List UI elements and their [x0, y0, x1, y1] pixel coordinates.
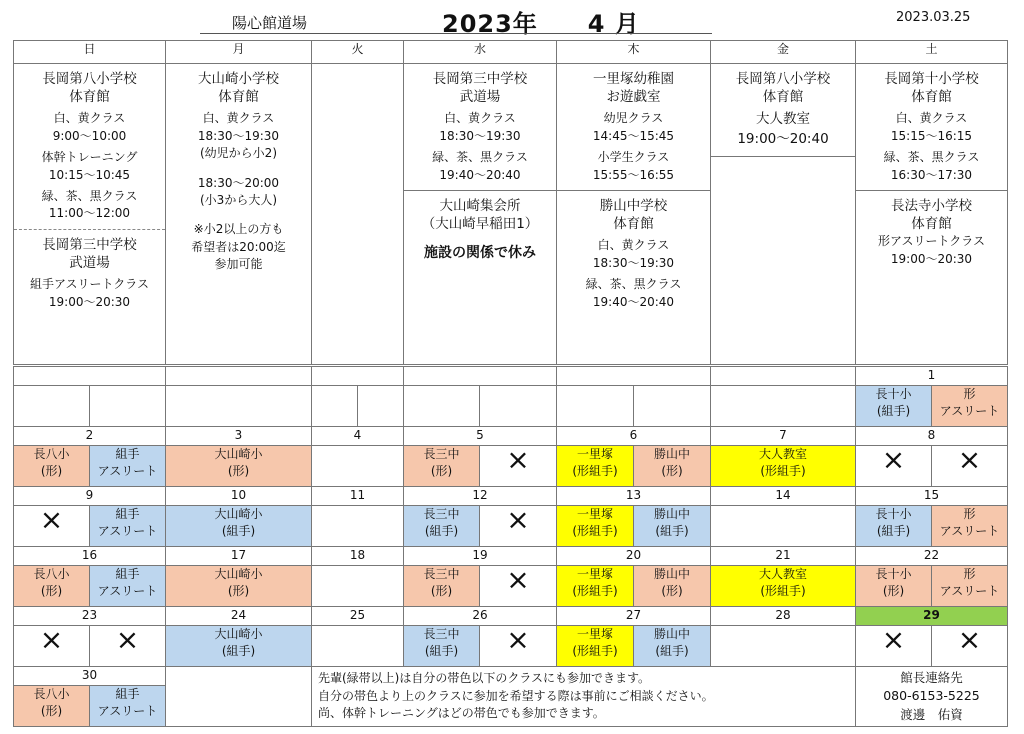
class-cell [711, 566, 856, 607]
week-4-dates [14, 547, 1008, 566]
venue-name: 長岡第三中学校 [432, 71, 528, 87]
cell-line: アスリート [97, 524, 158, 539]
venue-room: 体育館 [218, 89, 259, 106]
class-name: 小学生クラス [597, 150, 670, 165]
class-name: 組手アスリートクラス [30, 277, 149, 292]
closure-notice: 施設の関係で休み [424, 245, 536, 262]
class-cell [90, 506, 166, 547]
date-number: 13 [557, 487, 711, 506]
cell-line: 勝山中 [653, 507, 690, 521]
week-1-dates [14, 366, 1008, 386]
date-number: 6 [557, 427, 711, 446]
cell-line: アスリート [939, 524, 1000, 539]
venue-room: 武道場 [459, 89, 501, 106]
cell-line: 形 [963, 507, 976, 521]
class-cell [856, 566, 932, 607]
venue-name: 長岡第八小学校 [735, 71, 831, 87]
date-number: 26 [404, 607, 557, 626]
date-number: 15 [856, 487, 1008, 506]
class-name: 白、黄クラス [202, 111, 275, 126]
note-line: 自分の帯色より上のクラスに参加を希望する際は事前にご相談ください。 [318, 688, 714, 703]
venue-name: 長法寺小学校 [891, 198, 972, 214]
class-cell [634, 506, 711, 547]
cell-line: (形) [882, 584, 905, 599]
class-cell [557, 566, 634, 607]
class-cell [557, 506, 634, 547]
class-name: 大人教室 [756, 111, 810, 128]
weekday-thu: 木 [557, 41, 711, 64]
cell-line: (組手) [424, 644, 459, 659]
cross-mark: × [881, 445, 906, 476]
calendar-table [13, 40, 1008, 727]
cell-line: 組手 [115, 447, 140, 461]
cell-line: 長三中 [423, 447, 460, 461]
venue-name: 大山崎集会所 [439, 198, 521, 214]
class-cell [856, 386, 932, 427]
contact-block [856, 667, 1008, 727]
date-number: 22 [856, 547, 1008, 566]
class-cell [932, 506, 1008, 547]
cell-line: 一里塚 [576, 567, 613, 581]
class-time: 19:40～20:40 [439, 167, 521, 182]
week-4-classes [14, 566, 1008, 607]
date-number: 17 [166, 547, 312, 566]
class-name: 幼児クラス [603, 111, 664, 126]
cell-line: 長八小 [33, 687, 70, 701]
cross-mark: × [506, 625, 530, 656]
class-cell [932, 566, 1008, 607]
cell-line: (形) [40, 464, 63, 479]
class-name: 白、黄クラス [53, 111, 126, 126]
date-number: 19 [404, 547, 557, 566]
note-line: 尚、体幹トレーニングはどの帯色でも参加できます。 [318, 706, 605, 721]
cross-mark: × [506, 505, 530, 536]
cell-line: 勝山中 [653, 627, 690, 641]
cell-line: (形組手) [760, 584, 806, 599]
cell-line: (形) [40, 704, 63, 719]
date-number: 21 [711, 547, 856, 566]
class-cell [404, 626, 480, 667]
cell-line: 形 [963, 567, 976, 581]
class-cell [14, 566, 90, 607]
class-name: 緑、茶、黒クラス [41, 189, 138, 203]
date-number: 25 [312, 607, 404, 626]
date-number: 7 [711, 427, 856, 446]
cell-line: (形組手) [572, 644, 618, 659]
class-cell [166, 566, 312, 607]
venue-room: 体育館 [911, 89, 952, 106]
cell-line: 一里塚 [576, 447, 613, 461]
cell-line: 勝山中 [653, 447, 690, 461]
cell-line: (形組手) [572, 584, 618, 599]
cell-line: (形) [227, 464, 250, 479]
date-number: 9 [14, 487, 166, 506]
no-class-cell [14, 626, 90, 667]
month-title: 2023年 4 月 [442, 10, 640, 38]
class-cell [404, 506, 480, 547]
cell-line: 長八小 [33, 567, 70, 581]
class-note: (幼児から小2) [200, 146, 277, 161]
venue-address: （大山崎早稲田1） [421, 216, 539, 233]
cell-line: (形組手) [760, 464, 806, 479]
venue-name: 長岡第三中学校 [42, 236, 137, 253]
class-time: 15:55～16:55 [592, 167, 675, 182]
weekday-header-row [14, 41, 1008, 64]
class-name: 白、黄クラス [895, 111, 968, 126]
cell-line: アスリート [939, 584, 1000, 599]
schedule-tue [312, 64, 404, 366]
date-number: 1 [856, 366, 1008, 386]
class-name: 緑、茶、黒クラス [883, 150, 980, 165]
cell-line: アスリート [97, 704, 158, 719]
class-cell [557, 446, 634, 487]
no-class-cell [856, 446, 932, 487]
class-cell [932, 386, 1008, 427]
page-header [0, 0, 1024, 40]
cell-line: 一里塚 [576, 507, 613, 521]
class-cell [557, 626, 634, 667]
class-cell [14, 686, 90, 727]
no-class-cell [932, 446, 1008, 487]
date-number: 20 [557, 547, 711, 566]
cell-line: (形) [430, 584, 453, 599]
class-time: 14:45～15:45 [592, 128, 675, 143]
venue-room: お遊戯室 [606, 89, 661, 106]
cross-mark: × [39, 625, 64, 656]
class-time: 16:30～17:30 [890, 167, 973, 182]
class-time: 10:15～10:45 [48, 167, 131, 182]
cell-line: (組手) [876, 404, 911, 419]
class-cell [634, 566, 711, 607]
cell-line: 組手 [115, 687, 140, 701]
class-cell [90, 446, 166, 487]
week-5-classes [14, 626, 1008, 667]
venue-name: 長岡第八小学校 [42, 71, 137, 87]
date-number: 16 [14, 547, 166, 566]
no-class-cell [856, 626, 932, 667]
venue-room: 体育館 [762, 89, 804, 106]
cross-mark: × [506, 445, 530, 476]
class-name: 形アスリートクラス [878, 234, 985, 249]
class-cell [711, 446, 856, 487]
cell-line: (組手) [221, 644, 256, 659]
date-number: 12 [404, 487, 557, 506]
cell-line: 長三中 [423, 567, 460, 581]
issue-date: 2023.03.25 [896, 10, 971, 25]
date-number: 5 [404, 427, 557, 446]
date-number: 30 [14, 667, 166, 686]
cell-line: 大山崎小 [214, 627, 263, 641]
cell-line: 大山崎小 [214, 567, 263, 581]
venue-divider [711, 156, 855, 157]
cell-line: (組手) [655, 524, 689, 539]
date-number: 3 [166, 427, 312, 446]
class-cell [856, 506, 932, 547]
date-number: 24 [166, 607, 312, 626]
class-cell [634, 446, 711, 487]
cell-line: 長八小 [33, 447, 70, 461]
weekday-sat: 土 [856, 41, 1008, 64]
class-note: ※小2以上の方も [193, 222, 284, 237]
class-name: 緑、茶、黒クラス [585, 277, 682, 292]
class-note: 参加可能 [214, 257, 263, 272]
class-cell [404, 446, 480, 487]
class-time: 18:30～19:30 [592, 255, 675, 270]
cell-line: (形) [430, 464, 453, 479]
venue-room: 武道場 [69, 255, 110, 271]
date-number: 27 [557, 607, 711, 626]
no-class-cell [480, 506, 557, 547]
contact-phone: 080-6153-5225 [883, 688, 980, 704]
cell-line: 長三中 [423, 627, 460, 641]
class-time: 11:00～12:00 [48, 206, 131, 221]
cell-line: (形組手) [572, 464, 618, 479]
schedule-row [14, 64, 1008, 366]
week-3-dates [14, 487, 1008, 506]
class-cell [166, 506, 312, 547]
cell-line: アスリート [97, 584, 158, 599]
cell-line: 組手 [115, 507, 140, 521]
class-time: 19:00～20:40 [737, 131, 829, 147]
cell-line: 長三中 [423, 507, 460, 521]
class-time: 19:00～20:30 [890, 251, 973, 266]
venue-divider [557, 190, 710, 191]
date-number: 11 [312, 487, 404, 506]
date-number: 28 [711, 607, 856, 626]
date-number: 8 [856, 427, 1008, 446]
class-time: 18:30～20:00 [197, 175, 280, 190]
week-1-classes [14, 386, 1008, 427]
class-cell [634, 626, 711, 667]
cross-mark: × [39, 505, 64, 536]
cell-line: (組手) [655, 644, 689, 659]
cell-line: アスリート [97, 464, 158, 479]
note-line: 先輩(緑帯以上)は自分の帯色以下のクラスにも参加できます。 [318, 671, 651, 686]
venue-room: 体育館 [911, 216, 952, 233]
venue-divider [14, 229, 165, 230]
no-class-cell [14, 506, 90, 547]
cell-line: 勝山中 [653, 567, 690, 581]
schedule-thu [557, 64, 711, 366]
cross-mark: × [957, 445, 982, 476]
venue-name: 勝山中学校 [599, 198, 668, 214]
cell-line: (形) [227, 584, 250, 599]
cross-mark: × [881, 625, 906, 656]
notes-block [312, 667, 856, 727]
weekday-wed: 水 [404, 41, 557, 64]
date-number: 2 [14, 427, 166, 446]
weekday-tue: 火 [312, 41, 404, 64]
class-time: 18:30～19:30 [439, 128, 521, 143]
cross-mark: × [115, 625, 140, 656]
date-number-holiday: 29 [856, 607, 1008, 626]
cell-line: (組手) [221, 524, 256, 539]
class-cell [166, 626, 312, 667]
class-time: 9:00～10:00 [52, 128, 127, 143]
cell-line: (形) [661, 464, 683, 479]
weekday-fri: 金 [711, 41, 856, 64]
date-number: 18 [312, 547, 404, 566]
cell-line: 大山崎小 [214, 507, 263, 521]
cell-line: 形 [963, 387, 976, 401]
cell-line: アスリート [939, 404, 1000, 419]
schedule-sun [14, 64, 166, 366]
week-2-dates [14, 427, 1008, 446]
class-name: 緑、茶、黒クラス [432, 150, 528, 165]
cell-line: 大山崎小 [214, 447, 263, 461]
venue-name: 一里塚幼稚園 [593, 71, 674, 87]
cell-line: 大人教室 [758, 447, 807, 461]
schedule-wed [404, 64, 557, 366]
schedule-mon [166, 64, 312, 366]
week-6-dates [14, 667, 1008, 686]
class-time: 19:40～20:40 [592, 294, 675, 309]
class-cell [14, 446, 90, 487]
class-cell [90, 686, 166, 727]
cell-line: (組手) [876, 524, 911, 539]
cell-line: 長十小 [875, 567, 912, 581]
cell-line: 組手 [115, 567, 140, 581]
title-underline [200, 33, 712, 34]
class-time: 15:15～16:15 [890, 128, 973, 143]
venue-name: 長岡第十小学校 [884, 71, 979, 87]
week-2-classes [14, 446, 1008, 487]
cell-line: (形) [40, 584, 63, 599]
contact-title: 館長連絡先 [900, 670, 963, 686]
date-number: 23 [14, 607, 166, 626]
no-class-cell [480, 626, 557, 667]
dojo-name: 陽心館道場 [232, 14, 308, 32]
venue-room: 体育館 [613, 216, 654, 233]
class-name: 白、黄クラス [444, 111, 516, 126]
cross-mark: × [957, 625, 982, 656]
schedule-fri [711, 64, 856, 366]
class-time: 18:30～19:30 [197, 128, 280, 143]
venue-room: 体育館 [69, 89, 110, 106]
weekday-sun: 日 [14, 41, 166, 64]
class-cell [404, 566, 480, 607]
class-cell [166, 446, 312, 487]
class-note: (小3から大人) [200, 193, 277, 207]
class-time: 19:00～20:30 [48, 294, 131, 309]
venue-name: 大山崎小学校 [198, 71, 279, 87]
cell-line: 一里塚 [576, 627, 613, 641]
weekday-mon: 月 [166, 41, 312, 64]
week-3-classes [14, 506, 1008, 547]
venue-divider [404, 190, 556, 191]
class-note: 希望者は20:00迄 [191, 239, 286, 254]
date-number: 4 [312, 427, 404, 446]
cell-line: (組手) [424, 524, 459, 539]
class-name: 白、黄クラス [597, 238, 670, 253]
venue-divider [856, 190, 1007, 191]
cross-mark: × [506, 565, 530, 596]
no-class-cell [480, 566, 557, 607]
cell-line: 大人教室 [758, 567, 807, 581]
schedule-sat [856, 64, 1008, 366]
class-cell [90, 566, 166, 607]
date-number: 14 [711, 487, 856, 506]
no-class-cell [480, 446, 557, 487]
cell-line: (形組手) [572, 524, 618, 539]
cell-line: (形) [661, 584, 683, 599]
no-class-cell [932, 626, 1008, 667]
week-5-dates [14, 607, 1008, 626]
date-number: 10 [166, 487, 312, 506]
cell-line: 長十小 [875, 507, 912, 521]
cell-line: 長十小 [875, 387, 912, 401]
no-class-cell [90, 626, 166, 667]
contact-name: 渡邊 佑資 [900, 706, 963, 722]
class-name: 体幹トレーニング [41, 150, 138, 165]
